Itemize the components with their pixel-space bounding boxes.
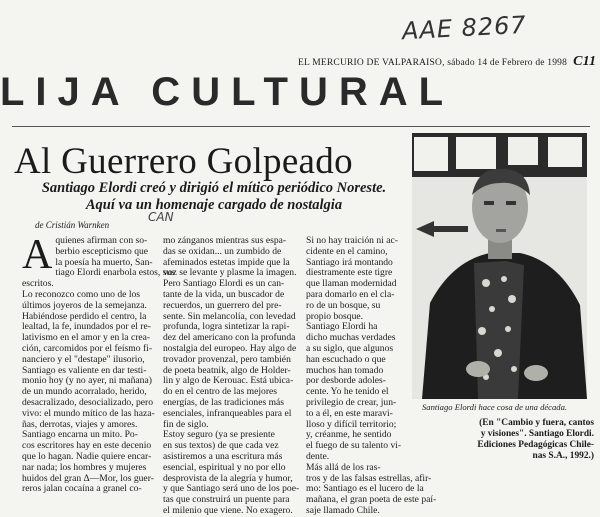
column-line: Habiéndose perdido el centro, la [22,310,147,322]
article-column-2 [163,236,301,517]
column-line: lativismo en el amor y en la crea- [22,332,151,344]
column-line: por desborde adoles- [306,375,386,387]
column-line: Santiago es valiente en dar testi- [22,364,147,376]
column-line: profunda, logra sintetizar la rapi- [163,321,290,333]
article-deck [18,180,410,214]
article-column-1 [22,232,175,495]
drop-cap: A [22,232,53,278]
column-line: Santiago encarna un mito. Po- [22,429,138,441]
photo-caption: Santiago Elordi hace cosa de una década. [422,402,568,412]
column-line: cente. Yo he tenido el [306,386,389,398]
page-number: C11 [573,54,597,69]
book-reference [458,418,594,462]
column-line: dez del americano con la profunda [163,332,296,344]
column-line: lloso y difícil territorio; [306,418,397,430]
column-line: lealtad, la fe, inundados por el re- [22,321,151,333]
column-line: reros jalan cocaína a granel co- [22,483,142,495]
column-line: dente. [306,450,330,462]
column-line: que lo hagan. Nadie quiere encar- [22,450,152,462]
column-line: desprovista de la alegría y humor, [163,472,293,484]
column-line: nanciero y el "destape" ilusorio, [22,353,145,365]
column-line: cidente en el camino, [306,245,388,257]
column-line: privilegio de crear, jun- [306,396,397,408]
header-rule [12,126,590,127]
column-line: que llaman modernidad [306,278,397,290]
column-line: dicho muchas verdades [306,332,396,344]
section-title: LIJA CULTURAL [0,70,455,114]
byline: de Cristián Warnken [35,220,110,230]
column-line: Lo reconozco como uno de los [22,288,141,300]
reference-line: y visiones". Santiago Elordi. [480,429,594,439]
column-line: tas que construirá un puente para [163,494,290,506]
column-line: últimos joyeros de la semejanza. [22,299,147,311]
column-line: tiago Elordi enarbola estos, sus [55,267,175,279]
column-line: fin de siglo. [163,418,209,430]
column-line: la poesía ha muerto, San- [55,256,153,268]
column-line: mañana, el gran poeta de este paí- [306,494,437,506]
column-line: cos escritores hay en este decenio [22,440,152,452]
handwritten-initials: CAN [148,210,174,224]
column-line: mo: Santiago es el lucero de la [306,483,424,495]
column-line: Santiago irá montando [306,256,393,268]
folio-text: EL MERCURIO DE VALPARAISO, sábado 14 de Febrero de 1998 [298,58,568,68]
column-line: para domarlo en el cla- [306,288,395,300]
column-line: ción, carcomidos por el feísmo fi- [22,342,153,354]
column-line: afeminados estetas impide que la [163,256,290,268]
column-line: Pero Santiago Elordi es un can- [163,278,285,290]
column-line: nostalgia del europeo. Hay algo de [163,342,297,354]
author-portrait [412,133,587,399]
column-line: tante de la vida, un buscador de [163,288,285,300]
column-line: monio hoy (y no ayer, ni mañana) [22,375,152,387]
column-line: Más allá de los ras- [306,461,381,473]
column-line: esenciales, infranqueables para el [163,407,292,419]
deck-line-1: Santiago Elordi creó y dirigió el mítico periódico Noreste. [41,180,387,196]
column-line: das se oxidan... un zumbido de [163,245,282,257]
column-line: recuerdos, un guerrero del pre- [163,299,282,311]
author-photo [412,133,587,399]
column-line: energías, de las tradiciones más [163,396,285,408]
article-headline: Al Guerrero Golpeado [14,141,353,182]
column-line: asistiremos a una escritura más [163,450,283,462]
reference-line: Ediciones Pedagógicas Chile- [477,440,594,450]
column-line: de poeta beatnik, algo de Holder- [163,364,291,376]
column-line: berbio escepticismo que [55,245,149,257]
column-line: escritos. [22,278,54,290]
column-line: y que Santiago será uno de los poe- [163,483,300,495]
column-line: muchos han tomado [306,364,384,376]
column-line: huidos del gran Δ—Mor, los guer- [22,472,154,484]
column-line: Santiago Elordi ha [306,321,378,333]
column-line: mo zánganos mientras sus espa- [163,235,287,246]
column-line: desacralizado, desocializado, pero [22,396,154,408]
column-line: esencial, espiritual y no por ello [163,461,286,473]
column-line: vivo: el mundo mítico de las haza- [22,407,155,419]
column-line: diestramente este tigre [306,267,393,279]
column-line: propio bosque. [306,310,364,322]
column-line: han escuchado o que [306,353,386,365]
column-line: ñas, derrotas, viajes y amores. [22,418,138,430]
column-line: quienes afirman con so- [55,235,148,246]
column-line: sente. Sin melancolía, con levedad [163,310,296,322]
column-line: a su siglo, que algunos [306,342,394,354]
deck-line-2: Aquí va un homenaje cargado de nostalgia [85,197,343,213]
column-line: Estoy seguro (ya se presiente [163,429,275,441]
column-line: y, créanme, he sentido [306,429,392,441]
column-line: do en el centro de las mejores [163,386,278,398]
column-line: saje llamado Chile. [306,504,380,516]
column-line: trovador provenzal, pero también [163,353,291,365]
column-line: to a él, en este maravi- [306,407,393,419]
column-line: lin y algo de Kerouac. Está ubica- [163,375,294,387]
article-column-3 [306,235,437,517]
column-line: el milenio que viene. No exagero. [163,504,293,516]
column-line: el fuego de su talento vi- [306,440,402,452]
column-line: ro de un bosque, su [306,299,381,311]
column-line: Si no hay traición ni ac- [306,235,398,246]
column-line: en sus textos) de que cada vez [163,440,279,452]
section-banner [0,66,600,120]
reference-line: nas S.A., 1992.) [532,451,594,461]
handwritten-archive-code: AAE 8267 [401,10,528,46]
reference-line: (En "Cambio y fuera, cantos [479,418,594,428]
column-line: voz se levante y plasme la imagen. [163,267,297,279]
column-line: nar nada; los hombres y mujeres [22,461,147,473]
column-line: tros y de las falsas estrellas, afir- [306,472,432,484]
column-line: de un mundo acorralado, herido, [22,386,147,398]
